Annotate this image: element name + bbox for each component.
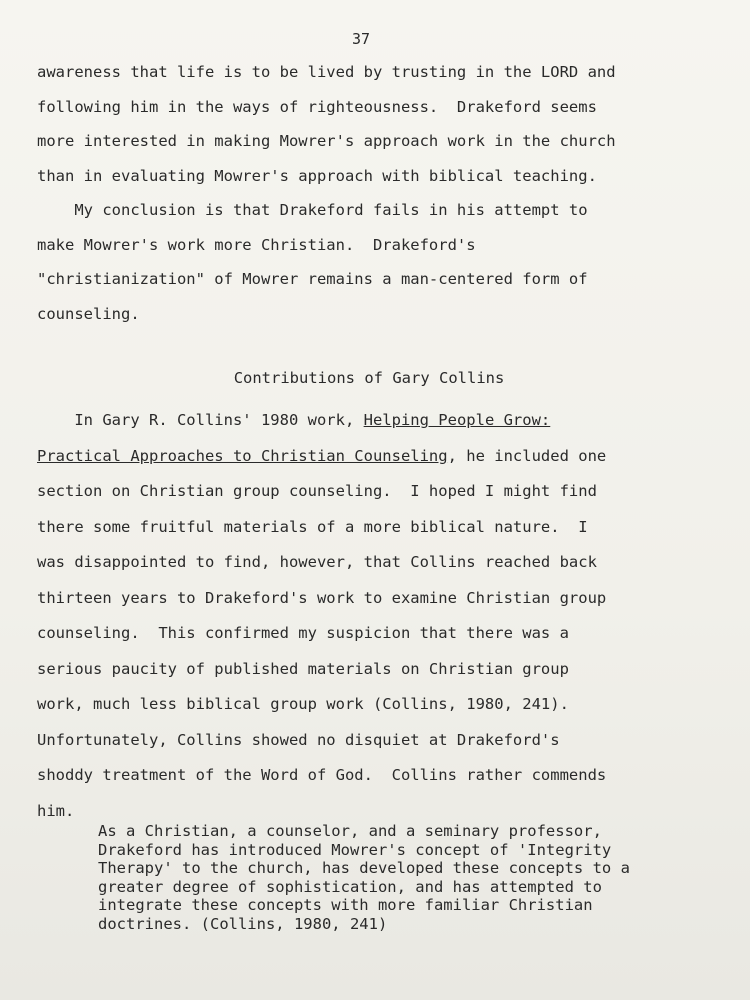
text-line: make Mowrer's work more Christian. Drakeford's [37,235,476,254]
section-heading: Contributions of Gary Collins [233,369,505,387]
text-line: awareness that life is to be lived by trusting in the LORD and [37,63,616,81]
text-line: work, much less biblical group work (Collins, 1980, 241). [37,695,569,713]
quote-line: As a Christian, a counselor, and a seminary professor, [98,822,602,840]
quote-line: doctrines. (Collins, 1980, 241) [98,914,388,933]
page-number: 37 [351,30,371,48]
quote-line: Therapy' to the church, has developed these concepts to a [98,859,630,877]
text-line: counseling. This confirmed my suspicion that there was a [37,624,569,642]
text-line: My conclusion is that Drakeford fails in his attempt to [37,201,588,219]
text-line: Unfortunately, Collins showed no disquiet at Drakeford's [37,730,560,749]
text-line: serious paucity of published materials on Christian group [37,659,569,678]
text-line: than in evaluating Mowrer's approach with biblical teaching. [37,166,597,185]
paragraph-gary-collins [37,403,717,829]
text-line: "christianization" of Mowrer remains a man-centered form of [37,270,588,288]
quote-line: greater degree of sophistication, and has attempted to [98,877,602,896]
paragraph-drakeford-conclusion [37,55,717,331]
text-line: was disappointed to find, however, that Collins reached back [37,553,597,571]
text-segment: In Gary R. Collins' 1980 work, [37,411,364,429]
text-line: him. [37,801,75,820]
text-segment: , he included one [447,446,607,465]
text-line: more interested in making Mowrer's approach work in the church [37,132,616,150]
book-title: Practical Approaches to Christian Counseling [37,446,448,465]
text-line [37,403,717,439]
text-line: thirteen years to Drakeford's work to examine Christian group [37,588,607,607]
text-line: shoddy treatment of the Word of God. Collins rather commends [37,766,607,784]
text-line: counseling. [37,304,140,323]
text-line: section on Christian group counseling. I hoped I might find [37,482,597,500]
quote-line: Drakeford has introduced Mowrer's concept of 'Integrity [98,840,612,859]
text-line: there some fruitful materials of a more biblical nature. I [37,517,588,536]
text-line [37,439,717,475]
quote-line: integrate these concepts with more familiar Christian [98,896,593,914]
book-title: Helping People Grow: [363,411,551,429]
block-quote [98,822,738,933]
text-line: following him in the ways of righteousness. Drakeford seems [37,97,597,116]
